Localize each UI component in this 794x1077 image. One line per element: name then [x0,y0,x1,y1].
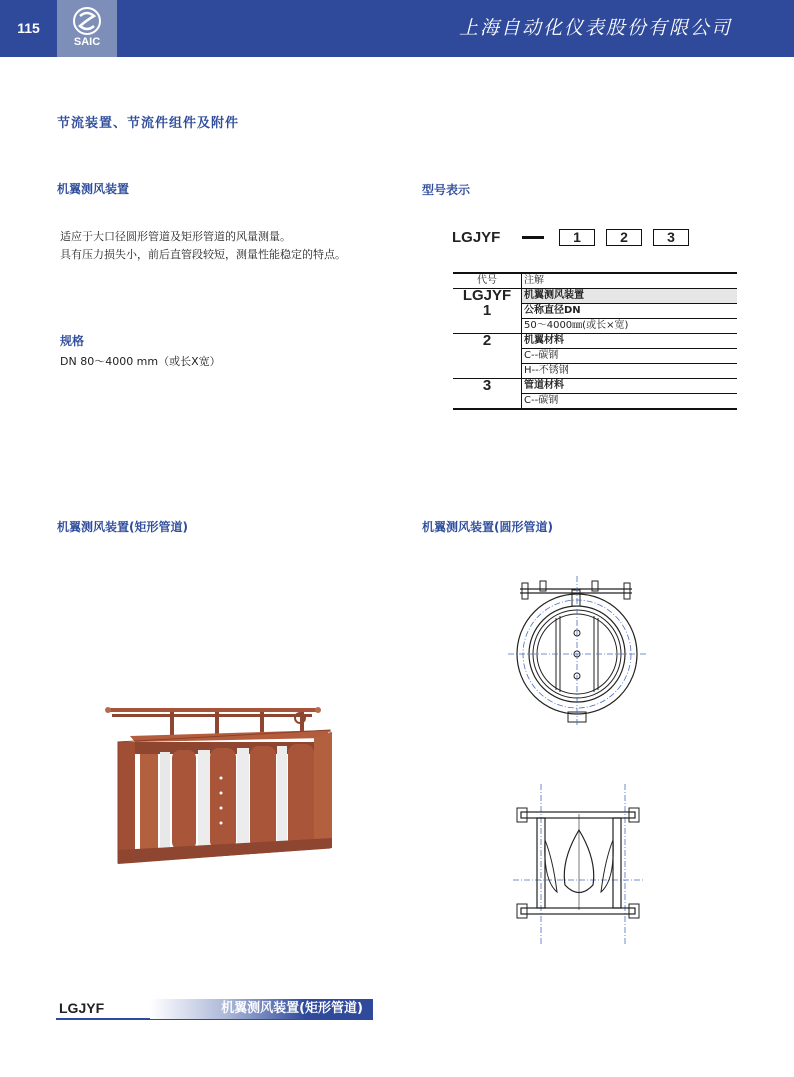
model-box-1: 1 [559,229,595,246]
table-note: C--碳钢 [522,394,738,410]
table-note: 公称直径DN [522,304,738,319]
round-figure-title: 机翼测风装置(圆形管道) [422,520,553,534]
table-row [453,319,737,334]
table-row [453,394,737,410]
product-title: 机翼测风装置 [57,182,130,196]
table-code: LGJYF [453,289,522,304]
table-note: 管道材料 [522,379,738,394]
footer-band [150,999,373,1019]
description-line: 适应于大口径圆形管道及矩形管道的风量测量。 [60,230,291,243]
table-note: 机翼测风装置 [522,289,738,304]
spec-title: 规格 [60,334,85,348]
model-box-2: 2 [606,229,642,246]
table-code: 2 [453,334,522,349]
table-code [453,394,522,410]
table-code: 1 [482,302,492,319]
table-code [453,364,522,379]
table-row [453,334,737,349]
model-title: 型号表示 [422,183,471,197]
table-note: 机翼材料 [522,334,738,349]
product-description [60,228,346,264]
table-code [453,319,522,334]
table-row [453,289,737,304]
description-line: 具有压力损失小，前后直管段较短，测量性能稳定的特点。 [60,248,346,261]
model-dash [522,236,544,239]
model-box-3: 3 [653,229,689,246]
logo [57,0,117,57]
footer-title: 机翼测风装置(矩形管道) [221,1001,363,1016]
spec-value: DN 80～4000 mm（或长X宽） [60,355,221,368]
company-name: 上海自动化仪表股份有限公司 [458,17,732,39]
rect-duct-photo [100,698,335,868]
header-band [0,0,794,57]
model-code-table [453,272,737,410]
table-code [453,349,522,364]
table-row [453,379,737,394]
footer-model-code: LGJYF [59,1000,105,1016]
section-title: 节流装置、节流件组件及附件 [57,116,240,131]
table-header-row [453,273,737,289]
table-header: 代号 [453,273,522,289]
table-note: 50～4000㎜(或长×宽) [522,319,738,334]
table-note: H--不锈钢 [522,364,738,379]
table-header: 注解 [522,273,738,289]
rect-figure-title: 机翼测风装置(矩形管道) [57,520,188,534]
model-code: LGJYF [452,229,501,246]
table-note: C--碳钢 [522,349,738,364]
saic-logo-icon [72,6,102,36]
table-row [453,349,737,364]
logo-text: SAIC [73,36,101,48]
table-row [453,304,737,319]
round-duct-front-drawing [500,576,650,726]
table-row [453,364,737,379]
page-number: 115 [17,20,40,36]
round-duct-side-drawing [513,780,643,945]
table-code: 3 [453,379,522,394]
